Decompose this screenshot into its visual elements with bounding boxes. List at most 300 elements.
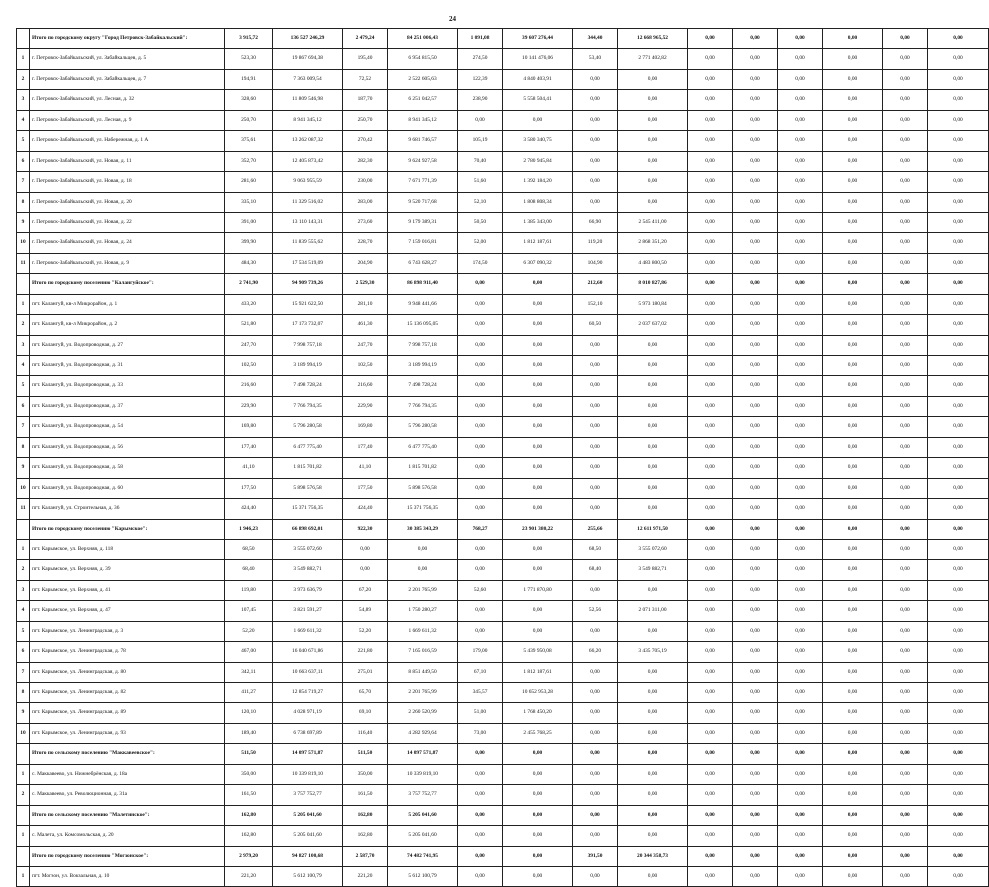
value-cell: 0,00 <box>733 458 778 478</box>
row-number-cell: 1 <box>17 826 30 846</box>
value-cell: 0,00 <box>618 866 688 886</box>
value-cell: 0,00 <box>778 49 823 69</box>
row-number-cell: 5 <box>17 376 30 396</box>
value-cell: 3 435 705,19 <box>618 642 688 662</box>
value-cell: 0,00 <box>778 785 823 805</box>
value-cell: 275,01 <box>343 662 388 682</box>
value-cell: 0,00 <box>778 294 823 314</box>
value-cell: 119,80 <box>225 580 273 600</box>
value-cell: 0,00 <box>573 866 618 886</box>
address-cell: г. Петровск-Забайкальский, ул. Лесная, д. 32 <box>30 90 225 110</box>
value-cell: 0,00 <box>618 356 688 376</box>
value-cell: 0,00 <box>883 396 928 416</box>
value-cell: 0,00 <box>823 294 883 314</box>
value-cell: 0,00 <box>618 151 688 171</box>
value-cell: 119,20 <box>573 233 618 253</box>
value-cell: 1 750 280,27 <box>388 601 458 621</box>
value-cell: 0,00 <box>883 764 928 784</box>
value-cell: 169,80 <box>343 417 388 437</box>
value-cell: 0,00 <box>823 172 883 192</box>
row-number-cell: 10 <box>17 723 30 743</box>
value-cell: 0,00 <box>573 683 618 703</box>
value-cell: 0,00 <box>573 192 618 212</box>
row-number-cell: 9 <box>17 703 30 723</box>
value-cell: 0,00 <box>688 192 733 212</box>
value-cell: 0,00 <box>733 478 778 498</box>
value-cell: 0,00 <box>823 212 883 232</box>
address-cell: с. Маккавеево, ул. Нижнебрёнская, д. 18а <box>30 764 225 784</box>
address-cell: Итого по сельскому поселению "Малетинское": <box>30 805 225 825</box>
value-cell: 0,00 <box>778 29 823 49</box>
address-cell: пгт. Калангуй, ул. Водопроводная, д. 37 <box>30 396 225 416</box>
value-cell: 0,00 <box>688 151 733 171</box>
value-cell: 0,00 <box>688 560 733 580</box>
value-cell: 0,00 <box>458 274 503 294</box>
value-cell: 0,00 <box>928 866 989 886</box>
value-cell: 521,80 <box>225 315 273 335</box>
row-number-cell: 7 <box>17 662 30 682</box>
value-cell: 0,00 <box>458 785 503 805</box>
value-cell: 152,10 <box>573 294 618 314</box>
value-cell: 0,00 <box>883 826 928 846</box>
value-cell: 0,00 <box>883 703 928 723</box>
value-cell: 3 580 340,75 <box>503 131 573 151</box>
value-cell: 0,00 <box>823 192 883 212</box>
row-number-cell: 10 <box>17 233 30 253</box>
value-cell: 0,00 <box>823 805 883 825</box>
value-cell: 3 973 636,79 <box>273 580 343 600</box>
value-cell: 523,30 <box>225 49 273 69</box>
value-cell: 0,00 <box>733 335 778 355</box>
value-cell: 0,00 <box>503 744 573 764</box>
value-cell: 0,00 <box>883 642 928 662</box>
value-cell: 0,00 <box>688 703 733 723</box>
value-cell: 0,00 <box>928 396 989 416</box>
value-cell: 105,19 <box>458 131 503 151</box>
value-cell: 2 979,20 <box>225 846 273 866</box>
table-row <box>17 683 989 703</box>
value-cell: 0,00 <box>733 805 778 825</box>
value-cell: 0,00 <box>618 826 688 846</box>
value-cell: 0,00 <box>883 69 928 89</box>
row-number-cell: 1 <box>17 866 30 886</box>
table-row <box>17 151 989 171</box>
address-cell: пгт. Карымское, ул. Верхняя, д. 39 <box>30 560 225 580</box>
value-cell: 4 282 929,64 <box>388 723 458 743</box>
value-cell: 0,00 <box>688 826 733 846</box>
value-cell: 0,00 <box>778 478 823 498</box>
value-cell: 0,00 <box>688 662 733 682</box>
value-cell: 0,00 <box>733 396 778 416</box>
value-cell: 0,00 <box>928 212 989 232</box>
value-cell: 23 901 380,22 <box>503 519 573 539</box>
table-row <box>17 90 989 110</box>
value-cell: 0,00 <box>823 764 883 784</box>
value-cell: 3 555 072,60 <box>618 539 688 559</box>
value-cell: 1 392 184,20 <box>503 172 573 192</box>
value-cell: 0,00 <box>778 560 823 580</box>
value-cell: 0,00 <box>823 826 883 846</box>
value-cell: 0,00 <box>823 29 883 49</box>
value-cell: 0,00 <box>503 764 573 784</box>
value-cell: 0,00 <box>928 478 989 498</box>
value-cell: 0,00 <box>928 499 989 519</box>
value-cell: 53,40 <box>573 49 618 69</box>
value-cell: 0,00 <box>688 723 733 743</box>
value-cell: 0,00 <box>688 315 733 335</box>
value-cell: 0,00 <box>688 846 733 866</box>
value-cell: 17 534 519,09 <box>273 253 343 273</box>
value-cell: 0,00 <box>778 151 823 171</box>
value-cell: 177,50 <box>343 478 388 498</box>
value-cell: 282,30 <box>343 151 388 171</box>
value-cell: 0,00 <box>733 356 778 376</box>
value-cell: 52,20 <box>343 621 388 641</box>
value-cell: 0,00 <box>778 601 823 621</box>
value-cell: 0,00 <box>823 233 883 253</box>
value-cell: 0,00 <box>928 601 989 621</box>
value-cell: 0,00 <box>883 315 928 335</box>
value-cell: 283,00 <box>343 192 388 212</box>
value-cell: 9 179 389,31 <box>388 212 458 232</box>
value-cell: 0,00 <box>928 315 989 335</box>
value-cell: 4 840 403,91 <box>503 69 573 89</box>
value-cell: 0,00 <box>928 90 989 110</box>
value-cell: 221,80 <box>343 642 388 662</box>
address-cell: Итого по городскому поселению "Могзонское": <box>30 846 225 866</box>
value-cell: 161,50 <box>343 785 388 805</box>
value-cell: 2 260 520,99 <box>388 703 458 723</box>
address-cell: пгт. Карымское, ул. Ленинградская, д. 3 <box>30 621 225 641</box>
value-cell: 0,00 <box>883 29 928 49</box>
table-row <box>17 294 989 314</box>
value-cell: 0,00 <box>883 274 928 294</box>
value-cell: 94 827 100,68 <box>273 846 343 866</box>
row-number-cell: 8 <box>17 437 30 457</box>
value-cell: 0,00 <box>573 621 618 641</box>
value-cell: 0,00 <box>503 274 573 294</box>
value-cell: 67,10 <box>458 662 503 682</box>
value-cell: 68,40 <box>573 560 618 580</box>
value-cell: 51,60 <box>458 172 503 192</box>
value-cell: 52,60 <box>458 580 503 600</box>
address-cell: г. Петровск-Забайкальский, ул. Набережная, д. 1 А <box>30 131 225 151</box>
value-cell: 15 371 756,35 <box>388 499 458 519</box>
value-cell: 12 668 965,52 <box>618 29 688 49</box>
value-cell: 60,50 <box>573 315 618 335</box>
value-cell: 0,00 <box>823 560 883 580</box>
value-cell: 2 741,90 <box>225 274 273 294</box>
value-cell: 768,27 <box>458 519 503 539</box>
table-row <box>17 539 989 559</box>
value-cell: 0,00 <box>928 294 989 314</box>
row-number-cell: 2 <box>17 69 30 89</box>
value-cell: 68,50 <box>225 539 273 559</box>
table-row <box>17 233 989 253</box>
value-cell: 0,00 <box>778 437 823 457</box>
value-cell: 0,00 <box>823 601 883 621</box>
row-number-cell: 9 <box>17 212 30 232</box>
row-number-cell: 3 <box>17 335 30 355</box>
value-cell: 0,00 <box>778 335 823 355</box>
value-cell: 6 307 090,32 <box>503 253 573 273</box>
value-cell: 0,00 <box>928 233 989 253</box>
value-cell: 0,00 <box>733 172 778 192</box>
value-cell: 0,00 <box>458 601 503 621</box>
row-number-cell: 7 <box>17 417 30 437</box>
value-cell: 0,00 <box>928 723 989 743</box>
value-cell: 0,00 <box>573 744 618 764</box>
address-cell: г. Петровск-Забайкальский, ул. Забайкальцев, д. 5 <box>30 49 225 69</box>
address-cell: г. Петровск-Забайкальский, ул. Новая, д. 20 <box>30 192 225 212</box>
value-cell: 84 251 006,43 <box>388 29 458 49</box>
value-cell: 229,90 <box>343 396 388 416</box>
value-cell: 0,00 <box>823 151 883 171</box>
value-cell: 0,00 <box>928 192 989 212</box>
value-cell: 94 909 739,26 <box>273 274 343 294</box>
value-cell: 0,00 <box>823 499 883 519</box>
value-cell: 0,00 <box>503 826 573 846</box>
value-cell: 0,00 <box>778 764 823 784</box>
value-cell: 0,00 <box>823 662 883 682</box>
value-cell: 247,70 <box>225 335 273 355</box>
value-cell: 1 768 450,20 <box>503 703 573 723</box>
value-cell: 0,00 <box>688 274 733 294</box>
value-cell: 0,00 <box>458 110 503 130</box>
value-cell: 0,00 <box>688 539 733 559</box>
value-cell: 0,00 <box>573 662 618 682</box>
table-row <box>17 253 989 273</box>
table-row <box>17 335 989 355</box>
value-cell: 0,00 <box>458 315 503 335</box>
value-cell: 194,91 <box>225 69 273 89</box>
value-cell: 0,00 <box>823 580 883 600</box>
table-row <box>17 642 989 662</box>
address-cell: пгт. Карымское, ул. Верхняя, д. 41 <box>30 580 225 600</box>
value-cell: 0,00 <box>688 519 733 539</box>
value-cell: 177,50 <box>225 478 273 498</box>
value-cell: 102,50 <box>225 356 273 376</box>
value-cell: 0,00 <box>618 458 688 478</box>
value-cell: 0,00 <box>503 866 573 886</box>
value-cell: 177,40 <box>343 437 388 457</box>
address-cell: пгт. Карымское, ул. Ленинградская, д. 78 <box>30 642 225 662</box>
address-cell: пгт. Карымское, ул. Верхняя, д. 47 <box>30 601 225 621</box>
value-cell: 0,00 <box>883 172 928 192</box>
value-cell: 0,00 <box>388 560 458 580</box>
value-cell: 52,00 <box>458 233 503 253</box>
value-cell: 0,00 <box>823 356 883 376</box>
value-cell: 511,50 <box>343 744 388 764</box>
value-cell: 0,00 <box>928 764 989 784</box>
value-cell: 0,00 <box>573 499 618 519</box>
value-cell: 2 545 411,00 <box>618 212 688 232</box>
value-cell: 0,00 <box>928 805 989 825</box>
value-cell: 1 812 187,61 <box>503 233 573 253</box>
value-cell: 0,00 <box>883 233 928 253</box>
value-cell: 0,00 <box>458 866 503 886</box>
value-cell: 0,00 <box>778 539 823 559</box>
value-cell: 0,00 <box>458 805 503 825</box>
value-cell: 0,00 <box>733 642 778 662</box>
value-cell: 0,00 <box>618 131 688 151</box>
value-cell: 0,00 <box>618 764 688 784</box>
value-cell: 0,00 <box>928 621 989 641</box>
value-cell: 0,00 <box>823 110 883 130</box>
value-cell: 0,00 <box>928 151 989 171</box>
value-cell: 0,00 <box>573 131 618 151</box>
value-cell: 0,00 <box>778 274 823 294</box>
value-cell: 0,00 <box>733 274 778 294</box>
value-cell: 0,00 <box>778 744 823 764</box>
value-cell: 2 071 311,00 <box>618 601 688 621</box>
value-cell: 0,00 <box>688 69 733 89</box>
row-number-cell: 5 <box>17 621 30 641</box>
value-cell: 74 482 741,95 <box>388 846 458 866</box>
value-cell: 0,00 <box>883 131 928 151</box>
value-cell: 0,00 <box>688 90 733 110</box>
value-cell: 0,00 <box>883 621 928 641</box>
value-cell: 51,00 <box>458 703 503 723</box>
value-cell: 2 455 768,25 <box>503 723 573 743</box>
value-cell: 0,00 <box>688 253 733 273</box>
row-number-cell: 1 <box>17 764 30 784</box>
value-cell: 7 766 794,35 <box>388 396 458 416</box>
value-cell: 281,60 <box>225 172 273 192</box>
value-cell: 13 262 087,32 <box>273 131 343 151</box>
value-cell: 0,00 <box>883 110 928 130</box>
value-cell: 8 941 345,12 <box>388 110 458 130</box>
address-cell: с. Маккавеево, ул. Революционная, д. 31а <box>30 785 225 805</box>
value-cell: 0,00 <box>573 458 618 478</box>
value-cell: 0,00 <box>778 703 823 723</box>
value-cell: 9 063 955,59 <box>273 172 343 192</box>
value-cell: 10 339 819,10 <box>388 764 458 784</box>
value-cell: 399,90 <box>225 233 273 253</box>
value-cell: 461,30 <box>343 315 388 335</box>
value-cell: 12 611 971,50 <box>618 519 688 539</box>
value-cell: 0,00 <box>688 437 733 457</box>
value-cell: 0,00 <box>458 417 503 437</box>
value-cell: 0,00 <box>688 744 733 764</box>
table-body <box>17 29 989 887</box>
value-cell: 352,70 <box>225 151 273 171</box>
value-cell: 0,00 <box>928 662 989 682</box>
value-cell: 0,00 <box>733 29 778 49</box>
address-cell: г. Петровск-Забайкальский, ул. Новая, д. 22 <box>30 212 225 232</box>
row-number-cell: 4 <box>17 356 30 376</box>
value-cell: 3 757 752,77 <box>273 785 343 805</box>
value-cell: 0,00 <box>928 131 989 151</box>
address-cell: пгт. Калангуй, ул. Водопроводная, д. 58 <box>30 458 225 478</box>
table-row <box>17 396 989 416</box>
table-row <box>17 866 989 886</box>
value-cell: 15 136 095,05 <box>388 315 458 335</box>
value-cell: 0,00 <box>823 744 883 764</box>
value-cell: 0,00 <box>688 335 733 355</box>
value-cell: 2 201 765,99 <box>388 580 458 600</box>
row-number-cell <box>17 274 30 294</box>
value-cell: 0,00 <box>928 172 989 192</box>
value-cell: 328,60 <box>225 90 273 110</box>
value-cell: 0,00 <box>928 744 989 764</box>
value-cell: 0,00 <box>778 417 823 437</box>
value-cell: 0,00 <box>688 499 733 519</box>
value-cell: 10 663 637,11 <box>273 662 343 682</box>
value-cell: 0,00 <box>573 805 618 825</box>
value-cell: 66,20 <box>573 642 618 662</box>
value-cell: 0,00 <box>823 335 883 355</box>
value-cell: 0,00 <box>883 335 928 355</box>
row-number-cell <box>17 744 30 764</box>
register-table <box>16 28 989 887</box>
value-cell: 0,00 <box>823 131 883 151</box>
table-row <box>17 826 989 846</box>
value-cell: 0,00 <box>573 764 618 784</box>
row-number-cell: 2 <box>17 785 30 805</box>
value-cell: 0,00 <box>458 744 503 764</box>
value-cell: 0,00 <box>778 662 823 682</box>
value-cell: 0,00 <box>928 580 989 600</box>
value-cell: 0,00 <box>503 294 573 314</box>
value-cell: 0,00 <box>573 703 618 723</box>
value-cell: 102,50 <box>343 356 388 376</box>
value-cell: 424,40 <box>343 499 388 519</box>
row-number-cell: 8 <box>17 683 30 703</box>
value-cell: 0,00 <box>503 356 573 376</box>
value-cell: 7 159 016,81 <box>388 233 458 253</box>
value-cell: 72,52 <box>343 69 388 89</box>
value-cell: 0,00 <box>733 437 778 457</box>
row-number-cell: 1 <box>17 294 30 314</box>
value-cell: 5 439 950,08 <box>503 642 573 662</box>
value-cell: 0,00 <box>573 335 618 355</box>
table-row <box>17 417 989 437</box>
address-cell: пгт. Калангуй, ул. Водопроводная, д. 60 <box>30 478 225 498</box>
value-cell: 0,00 <box>883 560 928 580</box>
value-cell: 0,00 <box>928 519 989 539</box>
value-cell: 54,89 <box>343 601 388 621</box>
value-cell: 250,70 <box>225 110 273 130</box>
value-cell: 16 040 671,86 <box>273 642 343 662</box>
value-cell: 350,00 <box>343 764 388 784</box>
value-cell: 0,00 <box>458 356 503 376</box>
value-cell: 4 483 800,50 <box>618 253 688 273</box>
value-cell: 0,00 <box>883 785 928 805</box>
value-cell: 0,00 <box>778 69 823 89</box>
value-cell: 5 205 041,60 <box>388 805 458 825</box>
value-cell: 0,00 <box>778 805 823 825</box>
address-cell: пгт. Калангуй, ул. Строительная, д. 36 <box>30 499 225 519</box>
value-cell: 0,00 <box>733 69 778 89</box>
value-cell: 0,00 <box>503 539 573 559</box>
table-row <box>17 785 989 805</box>
value-cell: 0,00 <box>823 519 883 539</box>
address-cell: пгт. Калангуй, кв-л Микрорайон, д. 1 <box>30 294 225 314</box>
value-cell: 350,00 <box>225 764 273 784</box>
value-cell: 0,00 <box>928 110 989 130</box>
address-cell: Итого по городскому округу "Город Петровск-Забайкальский": <box>30 29 225 49</box>
value-cell: 6 251 042,57 <box>388 90 458 110</box>
value-cell: 0,00 <box>733 703 778 723</box>
value-cell: 11 809 546,98 <box>273 90 343 110</box>
address-cell: пгт. Калангуй, ул. Водопроводная, д. 31 <box>30 356 225 376</box>
value-cell: 0,00 <box>733 315 778 335</box>
value-cell: 6 738 697,89 <box>273 723 343 743</box>
value-cell: 0,00 <box>618 376 688 396</box>
value-cell: 0,00 <box>503 315 573 335</box>
row-number-cell: 10 <box>17 478 30 498</box>
